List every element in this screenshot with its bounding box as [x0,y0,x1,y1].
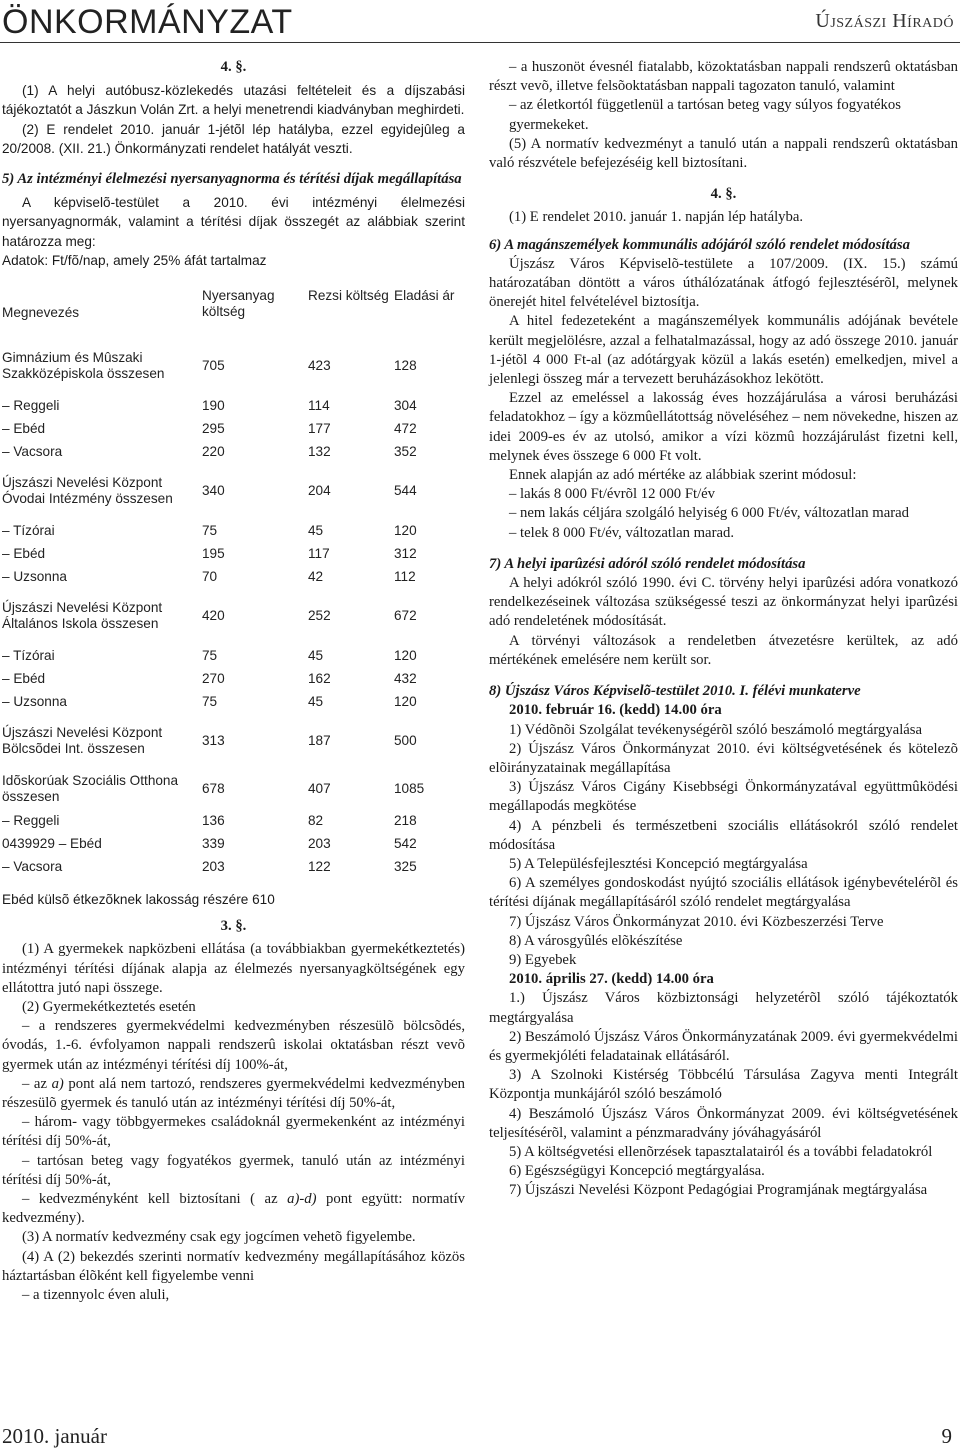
table-cell-value: 114 [308,397,330,413]
header-rule [0,42,960,43]
table-cell-value: 204 [308,483,331,499]
paragraph: (1) E rendelet 2010. január 1. napján lép hatályba. [509,209,804,226]
table-cell-value: 120 [394,693,417,709]
meeting-date: 2010. április 27. (kedd) 14.00 óra [509,971,714,988]
table-row [2,644,464,667]
paragraph: – lakás 8 000 Ft/évrõl 12 000 Ft/év [509,486,716,503]
paragraph: – a tizennyolc éven aluli, [22,1287,170,1304]
section-title-6: 6) A magánszemélyek kommunális adójáról szóló rendelet módosítása [489,236,910,253]
table-cell-label: – Vacsora [2,443,63,459]
footer-date: 2010. január [2,1424,107,1448]
agenda-item: 4) Beszámoló Újszász Város Önkormányzat 2009. évi költségvetésének teljesítésérõl, valamint a pénzmaradvány jóváhagyásáról [489,1105,958,1141]
agenda-item: 2) Beszámoló Újszász Város Önkormányzatának 2009. évi gyermekvédelmi és gyermekjóléti feladatainak ellátásáról. [489,1028,958,1064]
right-column [489,58,958,1201]
paragraph: – kedvezményként kell biztosítani ( az a)-d) pont együtt: normatív kedvezmény). [2,1191,465,1227]
agenda-item: 7) Újszász Város Önkormányzat 2010. évi Közbeszerzési Terve [509,913,884,930]
paragraph: (3) A normatív kedvezmény csak egy jogcímen vehetõ figyelembe. [22,1229,416,1246]
table-cell-value: 339 [202,835,225,851]
section-title-7: 7) A helyi iparûzési adóról szóló rendelet módosítása [489,555,806,572]
table-cell-value: 407 [308,781,331,797]
table-cell-value: 190 [202,397,225,413]
table-cell-value: 177 [308,420,331,436]
table-row [2,565,464,588]
table-cell-label: Újszászi Nevelési Központ Óvodai Intézmény összesen [2,475,173,507]
table-header: Nyersanyag költség [202,288,275,320]
table-header: Eladási ár [394,288,455,304]
table-cell-value: 1085 [394,781,425,797]
paragraph: A helyi adókról szóló 1990. évi C. törvény helyi iparûzési adóra vonatkozó rendelkezéseinek változása szükségessé teszi az önkormányzat helyi iparûzési adó rendeletének módosítását. [489,575,958,630]
paragraph: – az életkortól függetlenül a tartósan beteg vagy súlyos fogyatékos [509,97,901,114]
paragraph: (2) E rendelet 2010. január 1-jétõl lép hatályba, ezzel egyidejûleg a 20/2008. (XII. 21.) Önkormányzati rendelet hatályát veszti. [2,121,465,156]
table-cell-value: 203 [202,858,225,874]
table-cell-value: 420 [202,608,225,624]
table-cell-value: 132 [308,443,331,459]
table-cell-value: 45 [308,693,324,709]
agenda-item: 1) Védõnõi Szolgálat tevékenységérõl szóló beszámoló megtárgyalása [509,721,923,738]
paragraph: – telek 8 000 Ft/év, változatlan marad. [509,524,735,541]
agenda-list [489,989,958,1200]
table-row [2,855,464,878]
paragraph: A törvényi változások a rendeletben átvezetésre kerültek, az adó mértékének emelésére nem került sor. [489,632,958,668]
paragraph: (4) A (2) bekezdés szerinti normatív kedvezmény megállapításához közös háztartásban élõként kell figyelembe venni [2,1248,465,1284]
table-cell-value: 136 [202,812,225,828]
table-cell-value: 304 [394,397,417,413]
paragraph: (5) A normatív kedvezményt a tanuló után a nappali rendszerû oktatásban való részvétele befejezéséig kell biztosítani. [489,135,958,172]
table-cell-value: 128 [394,358,417,374]
table-row [2,463,464,519]
agenda-list [489,721,958,971]
table-row [2,394,464,417]
table-cell-value: 120 [394,522,417,538]
agenda-item: 3) Újszász Város Cigány Kisebbségi Önkormányzatával együttmûködési megállapodás megkötése [489,779,958,815]
table-cell-value: 252 [308,608,331,624]
table-cell-value: 75 [202,522,218,538]
agenda-item: 3) A Szolnoki Kistérség Többcélú Társulása Zagyva menti Integrált Központja munkájáról szóló beszámoló [489,1067,958,1103]
agenda-item: 4) A pénzbeli és természetbeni szociális ellátásokról szóló rendelet módosítása [489,817,958,853]
table-cell-value: 432 [394,670,417,686]
paragraph: – tartósan beteg vagy fogyatékos gyermek, tanuló után az intézményi térítési díj 50%-át, [2,1152,465,1188]
paragraph: A hitel fedezeteként a magánszemélyek kommunális adójának bevétele került megjelölésre, azzal a felhatalmazással, hogy az adó összege 2010. január 1-jétõl 4 000 Ft-al (az adótárgyak közül a lakás esetén) emelkedjen, mivel a jelenlegi összeg már a tervezett beruházásokhoz lekötött. [489,313,958,388]
table-cell-value: 340 [202,483,225,499]
table-cell-label: Újszászi Nevelési Központ Általános Iskola összesen [2,600,163,632]
table-cell-label: – Tízórai [2,522,55,538]
agenda-item: 2) Újszász Város Önkormányzat 2010. évi költségvetésének és kötelezõ elõirányzatainak megállapítása [489,740,958,776]
meeting-date: 2010. február 16. (kedd) 14.00 óra [509,702,722,719]
table-cell-label: Idõskorúak Szociális Otthona összesen [2,773,179,805]
table-cell-value: 352 [394,443,417,459]
paragraph: (1) A helyi autóbusz-közlekedés utazási feltételeit és a díjszabási tájékoztatót a Jászkun Volán Zrt. a helyi menetrendi kiadványban meghirdeti. [2,83,465,118]
left-column [2,58,465,1305]
table-cell-value: 295 [202,420,225,436]
table-cell-value: 270 [202,670,225,686]
table-row [2,519,464,542]
table-cell-value: 122 [308,858,331,874]
paragraph: gyermekeket. [509,116,589,133]
table-cell-value: 325 [394,858,417,874]
table-row [2,667,464,690]
table-cell-value: 70 [202,568,218,584]
table-cell-value: 472 [394,420,417,436]
table-header: Megnevezés [2,305,80,321]
norms-table [2,288,464,338]
table-cell-value: 672 [394,608,417,624]
table-cell-label: – Ebéd [2,545,46,561]
agenda-item: 5) A költségvetési ellenõrzések tapasztalatairól és a további feladatokról [509,1143,933,1160]
table-header: Rezsi költség [308,288,389,304]
table-cell-label: – Ebéd [2,420,46,436]
paragraph: (2) Gyermekétkeztetés esetén [22,999,196,1016]
paragraph: (1) A gyermekek napközbeni ellátása (a továbbiakban gyermekétkeztetés) intézményi térítési díjának alapja az élelmezés nyersanyagköltségének egy ellátottra jutó napi összege. [2,941,465,996]
table-row [2,338,464,394]
table-cell-value: 312 [394,545,417,561]
table-row [2,832,464,855]
table-cell-value: 500 [394,733,417,749]
table-cell-value: 112 [394,568,416,584]
table-row [2,690,464,713]
table-cell-value: 162 [308,670,331,686]
paragraph: – három- vagy többgyermekes családoknál gyermekenként az intézményi térítési díj 50%-át, [2,1114,465,1150]
table-cell-label: – Uzsonna [2,693,67,709]
agenda-item: 5) A Településfejlesztési Koncepció megtárgyalása [509,855,808,872]
external-meal-note: Ebéd külsõ étkezõknek lakosság részére 610 [2,892,275,908]
agenda-item: 7) Újszászi Nevelési Központ Pedagógiai Programjának megtárgyalása [509,1182,928,1199]
paragraph: A képviselõ-testület a 2010. évi intézményi élelmezési nyersanyagnormák, valamint a térítési díjak összegét az alábbiak szerint határozza meg: [2,195,465,249]
table-cell-value: 75 [202,647,218,663]
paragraph: Ennek alapján az adó mértéke az alábbiak szerint módosul: [509,467,857,484]
table-cell-value: 120 [394,647,417,663]
paragraph: – a rendszeres gyermekvédelmi kedvezményben részesülõ bölcsõdés, óvodás, 1.-6. évfolyamon nappali rendszerû iskolai oktatásban részt vevõ gyermek után az intézményi térítési díj 100%-át, [2,1018,465,1073]
table-cell-label: – Tízórai [2,647,55,663]
paragraph: Ezzel az emeléssel a lakosság éves hozzájárulása a városi beruházási feladatokhoz – így a közmûellátottság növeléséhez – nem növekedne, hiszen az idei 2009-es év az utolsó, amikor a vízi közmû hozzájárulást fizetni kell, melynek éves összege 6 000 Ft volt. [489,390,958,464]
paragraph-heading: 4. §. [710,186,737,203]
table-cell-label: Gimnázium és Mûszaki Szakközépiskola összesen [2,350,165,382]
table-row [2,417,464,440]
table-cell-value: 45 [308,522,324,538]
section-title-5: 5) Az intézményi élelmezési nyersanyagnorma és térítési díjak megállapítása [2,171,462,188]
norms-table-body [2,338,464,878]
table-row [2,588,464,644]
paragraph: Újszász Város Képviselõ-testülete a 107/2009. (IX. 15.) számú határozatában döntött a város úthálózatának átfogó fejlesztésérõl, melynek önerejét hitel felvételével biztosítja. [489,255,958,311]
table-cell-value: 75 [202,693,218,709]
agenda-item: 8) A városgyûlés elõkészítése [509,932,683,949]
paragraph: – nem lakás céljára szolgáló helyiség 6 000 Ft/év, változatlan marad [509,505,909,522]
table-row [2,542,464,565]
agenda-item: 1.) Újszász Város közbiztonsági helyzetérõl szóló tájékoztatók megtárgyalása [489,990,958,1026]
table-cell-value: 82 [308,812,324,828]
table-row [2,440,464,463]
table-row [2,713,464,769]
paragraph-heading: 3. §. [220,918,247,935]
table-cell-value: 313 [202,733,225,749]
table-cell-value: 220 [202,443,225,459]
table-cell-value: 544 [394,483,417,499]
table-cell-label: Újszászi Nevelési Központ Bölcsõdei Int. összesen [2,725,163,757]
table-cell-value: 423 [308,358,331,374]
table-cell-value: 42 [308,568,324,584]
table-cell-label: – Vacsora [2,858,63,874]
table-cell-value: 45 [308,647,324,663]
table-cell-label: – Reggeli [2,812,60,828]
agenda-item: 6) A személyes gondoskodást nyújtó szociális ellátások igénybevételérõl és térítési díjának megállapításáról szóló rendelet megtárgyalása [489,875,958,911]
table-cell-label: – Reggeli [2,397,60,413]
paragraph-heading: 4. §. [220,59,247,75]
table-cell-value: 705 [202,358,225,374]
newspaper-name: Újszászi Híradó [815,10,954,32]
table-cell-value: 203 [308,835,331,851]
table-cell-label: – Ebéd [2,670,46,686]
paragraph: – a huszonöt évesnél fiatalabb, közoktatásban nappali rendszerû oktatásban részt vevõ, illetve felsõoktatásban nappali tagozaton tanuló, valamint [489,59,958,95]
page-number: 9 [941,1424,952,1448]
table-cell-value: 195 [202,545,225,561]
table-cell-label: – Uzsonna [2,568,67,584]
table-cell-value: 117 [308,545,330,561]
table-header-row [2,288,464,338]
table-cell-label: 0439929 – Ebéd [2,835,102,851]
table-row [2,769,464,809]
table-cell-value: 187 [308,733,331,749]
section-title: ÖNKORMÁNYZAT [2,3,293,41]
paragraph: – az a) pont alá nem tartozó, rendszeres gyermekvédelmi kedvezményben részesülõ gyermek és tanuló után az intézményi térítési díj 50%-át, [2,1075,465,1112]
table-row [2,809,464,832]
table-cell-value: 218 [394,812,417,828]
section-title-8: 8) Újszász Város Képviselõ-testület 2010. I. félévi munkaterve [489,683,861,700]
agenda-item: 9) Egyebek [509,951,577,968]
table-cell-value: 542 [394,835,417,851]
agenda-item: 6) Egészségügyi Koncepció megtárgyalása. [509,1163,765,1180]
table-cell-value: 678 [202,781,225,797]
data-note: Adatok: Ft/fõ/nap, amely 25% áfát tartalmaz [2,252,267,268]
